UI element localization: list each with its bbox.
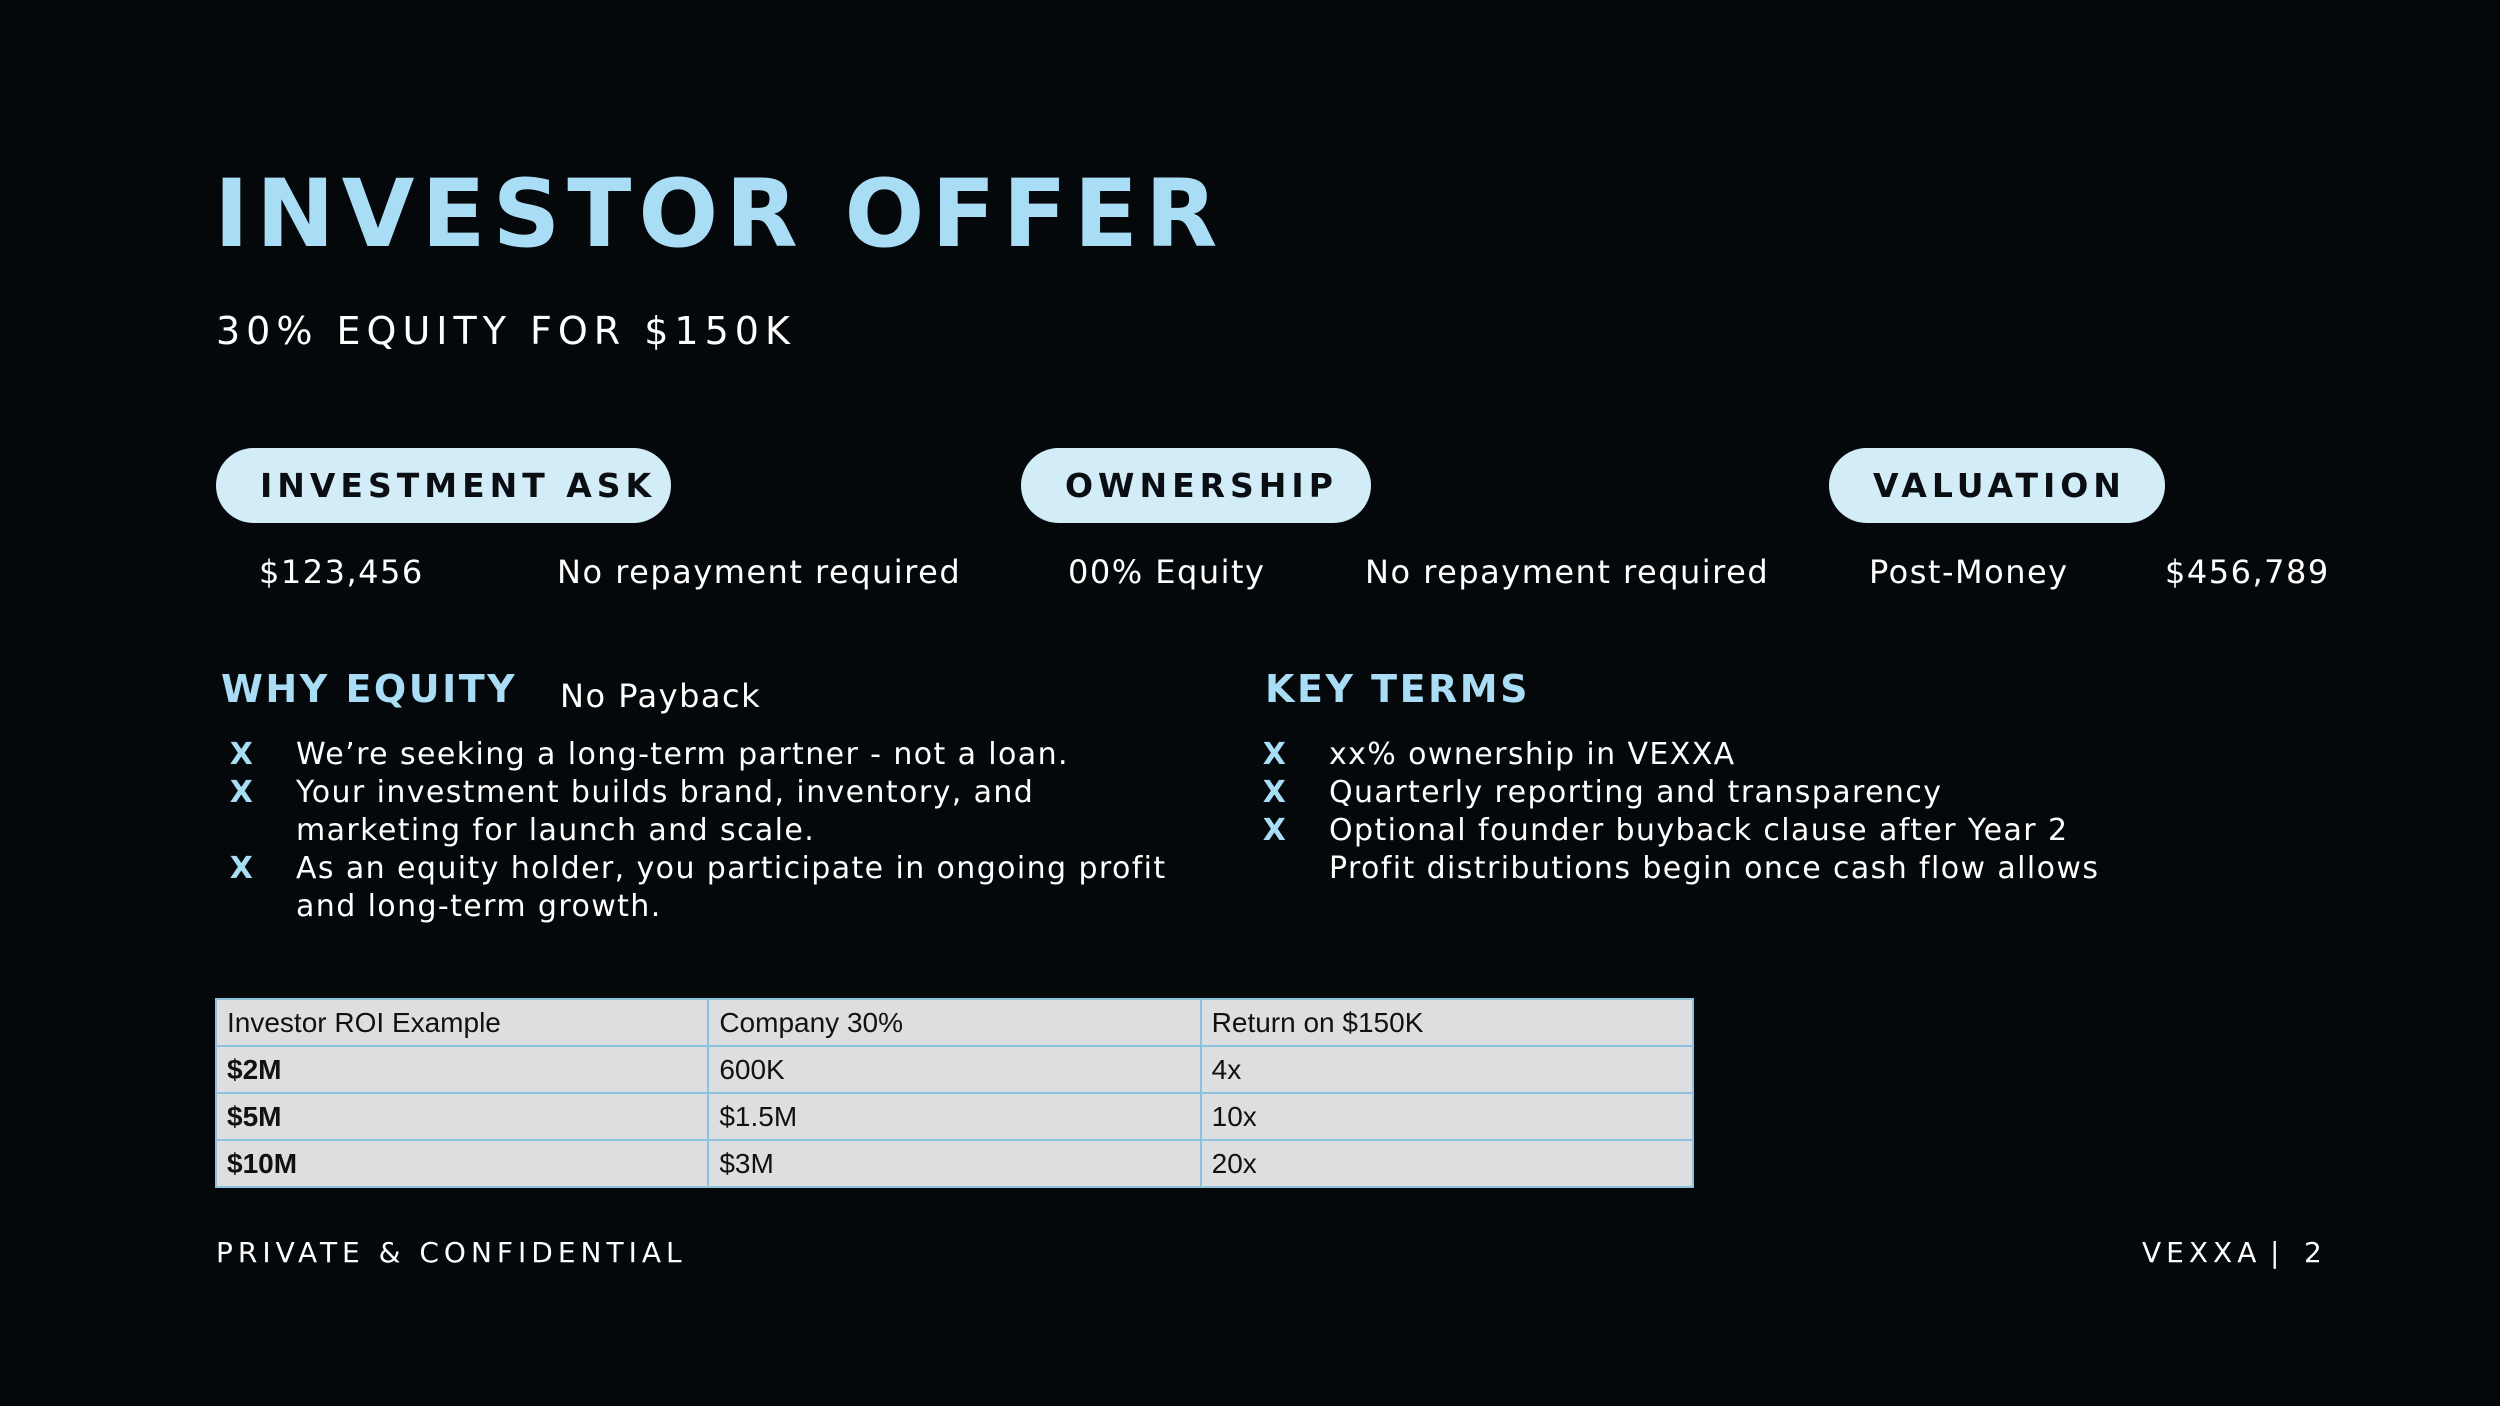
table-cell: $10M (216, 1140, 708, 1187)
why-equity-list (222, 736, 1202, 926)
why-equity-note: No Payback (560, 677, 762, 715)
x-bullet-icon: X (1262, 813, 1288, 848)
investment-ask-pill: INVESTMENT ASK (216, 448, 671, 523)
page-title: INVESTOR OFFER (214, 160, 1225, 269)
why-equity-item (222, 774, 1202, 812)
key-terms-item (1255, 850, 2355, 888)
x-bullet-icon: X (1262, 775, 1288, 810)
table-cell: 20x (1201, 1140, 1693, 1187)
table-cell: 4x (1201, 1046, 1693, 1093)
page-number: 2 (2304, 1236, 2327, 1269)
page-subtitle: 30% EQUITY FOR $150K (216, 309, 796, 353)
table-row (216, 1140, 1693, 1187)
why-equity-item (222, 736, 1202, 774)
key-terms-list (1255, 736, 2355, 888)
table-cell: $2M (216, 1046, 708, 1093)
x-bullet-icon: X (229, 775, 255, 810)
ownership-pill: OWNERSHIP (1021, 448, 1371, 523)
why-equity-item-text: and long-term growth. (296, 889, 662, 924)
key-terms-item-text: Quarterly reporting and transparency (1329, 775, 1943, 810)
x-bullet-icon: X (229, 851, 255, 886)
key-terms-item-text: Profit distributions begin once cash flow allows (1329, 851, 2100, 886)
table-row (216, 1046, 1693, 1093)
confidential-footer: PRIVATE & CONFIDENTIAL (216, 1236, 687, 1269)
why-equity-heading: WHY EQUITY (221, 667, 518, 711)
footer-separator: | (2270, 1236, 2285, 1269)
key-terms-heading: KEY TERMS (1265, 667, 1530, 711)
table-cell: 600K (708, 1046, 1200, 1093)
key-terms-item-text: xx% ownership in VEXXA (1329, 737, 1736, 772)
ownership-equity: 00% Equity (1068, 553, 1266, 591)
why-equity-item (222, 850, 1202, 888)
key-terms-item (1255, 736, 2355, 774)
footer-brand: VEXXA (2142, 1236, 2262, 1269)
roi-header-cell: Investor ROI Example (216, 999, 708, 1046)
why-equity-item-text: marketing for launch and scale. (296, 813, 816, 848)
table-cell: $3M (708, 1140, 1200, 1187)
table-cell: $5M (216, 1093, 708, 1140)
x-bullet-icon: X (229, 737, 255, 772)
table-row (216, 1093, 1693, 1140)
valuation-pill: VALUATION (1829, 448, 2165, 523)
roi-header-cell: Return on $150K (1201, 999, 1693, 1046)
why-equity-item (222, 888, 1202, 926)
why-equity-item-text: Your investment builds brand, inventory, and (296, 775, 1035, 810)
valuation-amount: $456,789 (2165, 553, 2330, 591)
table-cell: $1.5M (708, 1093, 1200, 1140)
roi-table (215, 998, 1694, 1188)
why-equity-item-text: We’re seeking a long-term partner - not a loan. (296, 737, 1069, 772)
investment-ask-amount: $123,456 (259, 553, 424, 591)
key-terms-item-text: Optional founder buyback clause after Year 2 (1329, 813, 2069, 848)
key-terms-item (1255, 774, 2355, 812)
roi-header-cell: Company 30% (708, 999, 1200, 1046)
key-terms-item (1255, 812, 2355, 850)
investment-ask-note: No repayment required (557, 553, 962, 591)
roi-table-header-row (216, 999, 1693, 1046)
ownership-note: No repayment required (1365, 553, 1770, 591)
table-cell: 10x (1201, 1093, 1693, 1140)
valuation-type: Post-Money (1869, 553, 2069, 591)
why-equity-item-text: As an equity holder, you participate in ongoing profit (296, 851, 1167, 886)
why-equity-item (222, 812, 1202, 850)
x-bullet-icon: X (1262, 737, 1288, 772)
